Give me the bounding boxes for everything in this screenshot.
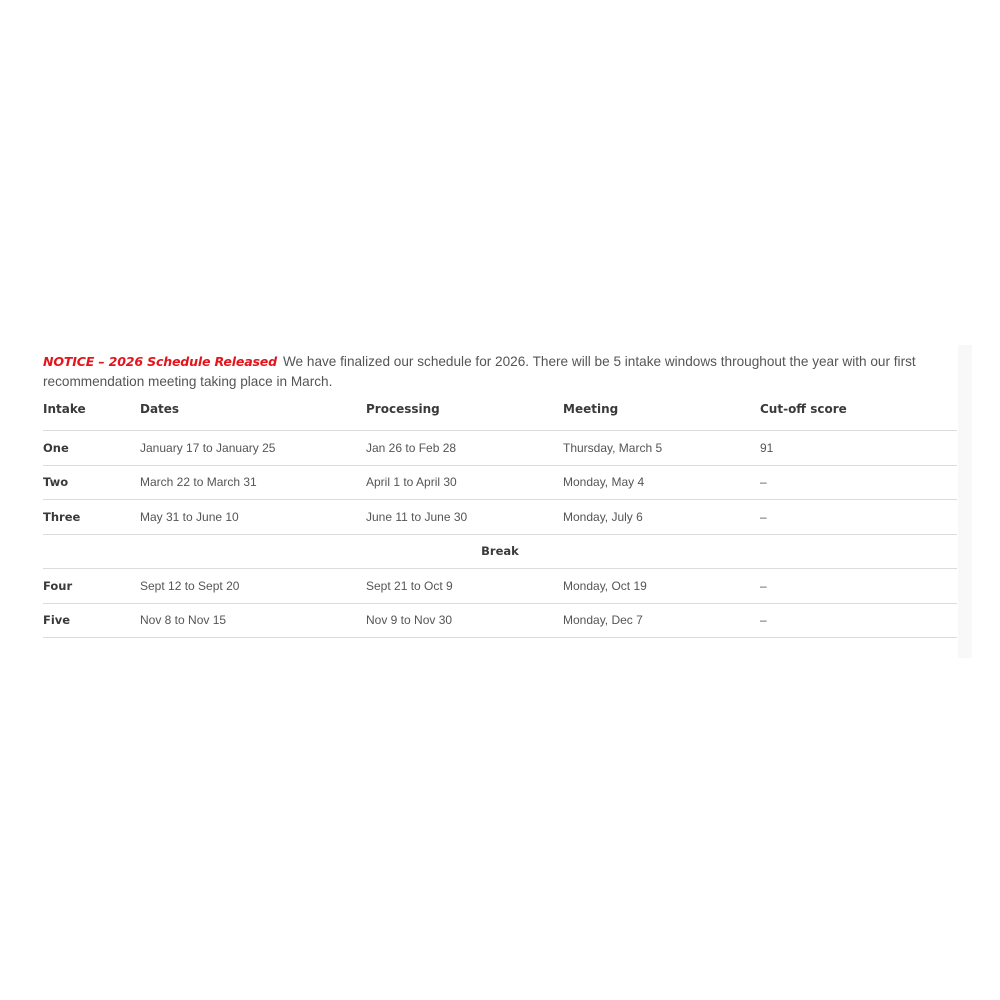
meeting-cell: Monday, Oct 19 [563,578,647,593]
processing-cell: June 11 to June 30 [366,509,468,524]
meeting-cell: Monday, May 4 [563,475,645,490]
processing-cell: Jan 26 to Feb 28 [366,440,457,455]
intake-cell: Two [43,475,69,490]
meeting-cell: Thursday, March 5 [563,440,663,455]
table-header-row [43,400,957,431]
meeting-cell: Monday, July 6 [563,509,643,524]
table-row [43,465,957,500]
table-row [43,569,957,604]
page-edge-shadow [958,345,972,658]
header-meeting: Meeting [563,402,619,416]
intake-cell: Three [43,509,81,524]
break-label: Break [481,544,519,559]
schedule-table [43,400,957,638]
header-processing: Processing [366,402,440,416]
schedule-section [43,352,957,628]
cutoff-cell: – [760,475,767,490]
intake-cell: Five [43,613,71,628]
notice-body: We have finalized our schedule for 2026. There will be 5 intake windows throughout the year with our first recommendation meeting taking place in March. [43,354,916,389]
cutoff-cell: – [760,578,767,593]
dates-cell: January 17 to January 25 [140,440,276,455]
cutoff-cell: – [760,613,767,628]
cutoff-cell: – [760,509,767,524]
dates-cell: March 22 to March 31 [140,475,257,490]
header-intake: Intake [43,402,86,416]
dates-cell: Nov 8 to Nov 15 [140,613,227,628]
notice-paragraph [43,352,957,392]
break-row [43,534,957,569]
meeting-cell: Monday, Dec 7 [563,613,643,628]
cutoff-cell: 91 [760,440,774,455]
intake-cell: One [43,440,69,455]
table-row [43,603,957,638]
table-row [43,500,957,535]
intake-cell: Four [43,578,73,593]
notice-title: NOTICE – 2026 Schedule Released [43,354,277,369]
processing-cell: April 1 to April 30 [366,475,457,490]
dates-cell: May 31 to June 10 [140,509,239,524]
table-row [43,431,957,466]
dates-cell: Sept 12 to Sept 20 [140,578,240,593]
processing-cell: Nov 9 to Nov 30 [366,613,453,628]
header-dates: Dates [140,402,180,416]
processing-cell: Sept 21 to Oct 9 [366,578,453,593]
header-cutoff-score: Cut-off score [760,402,847,416]
